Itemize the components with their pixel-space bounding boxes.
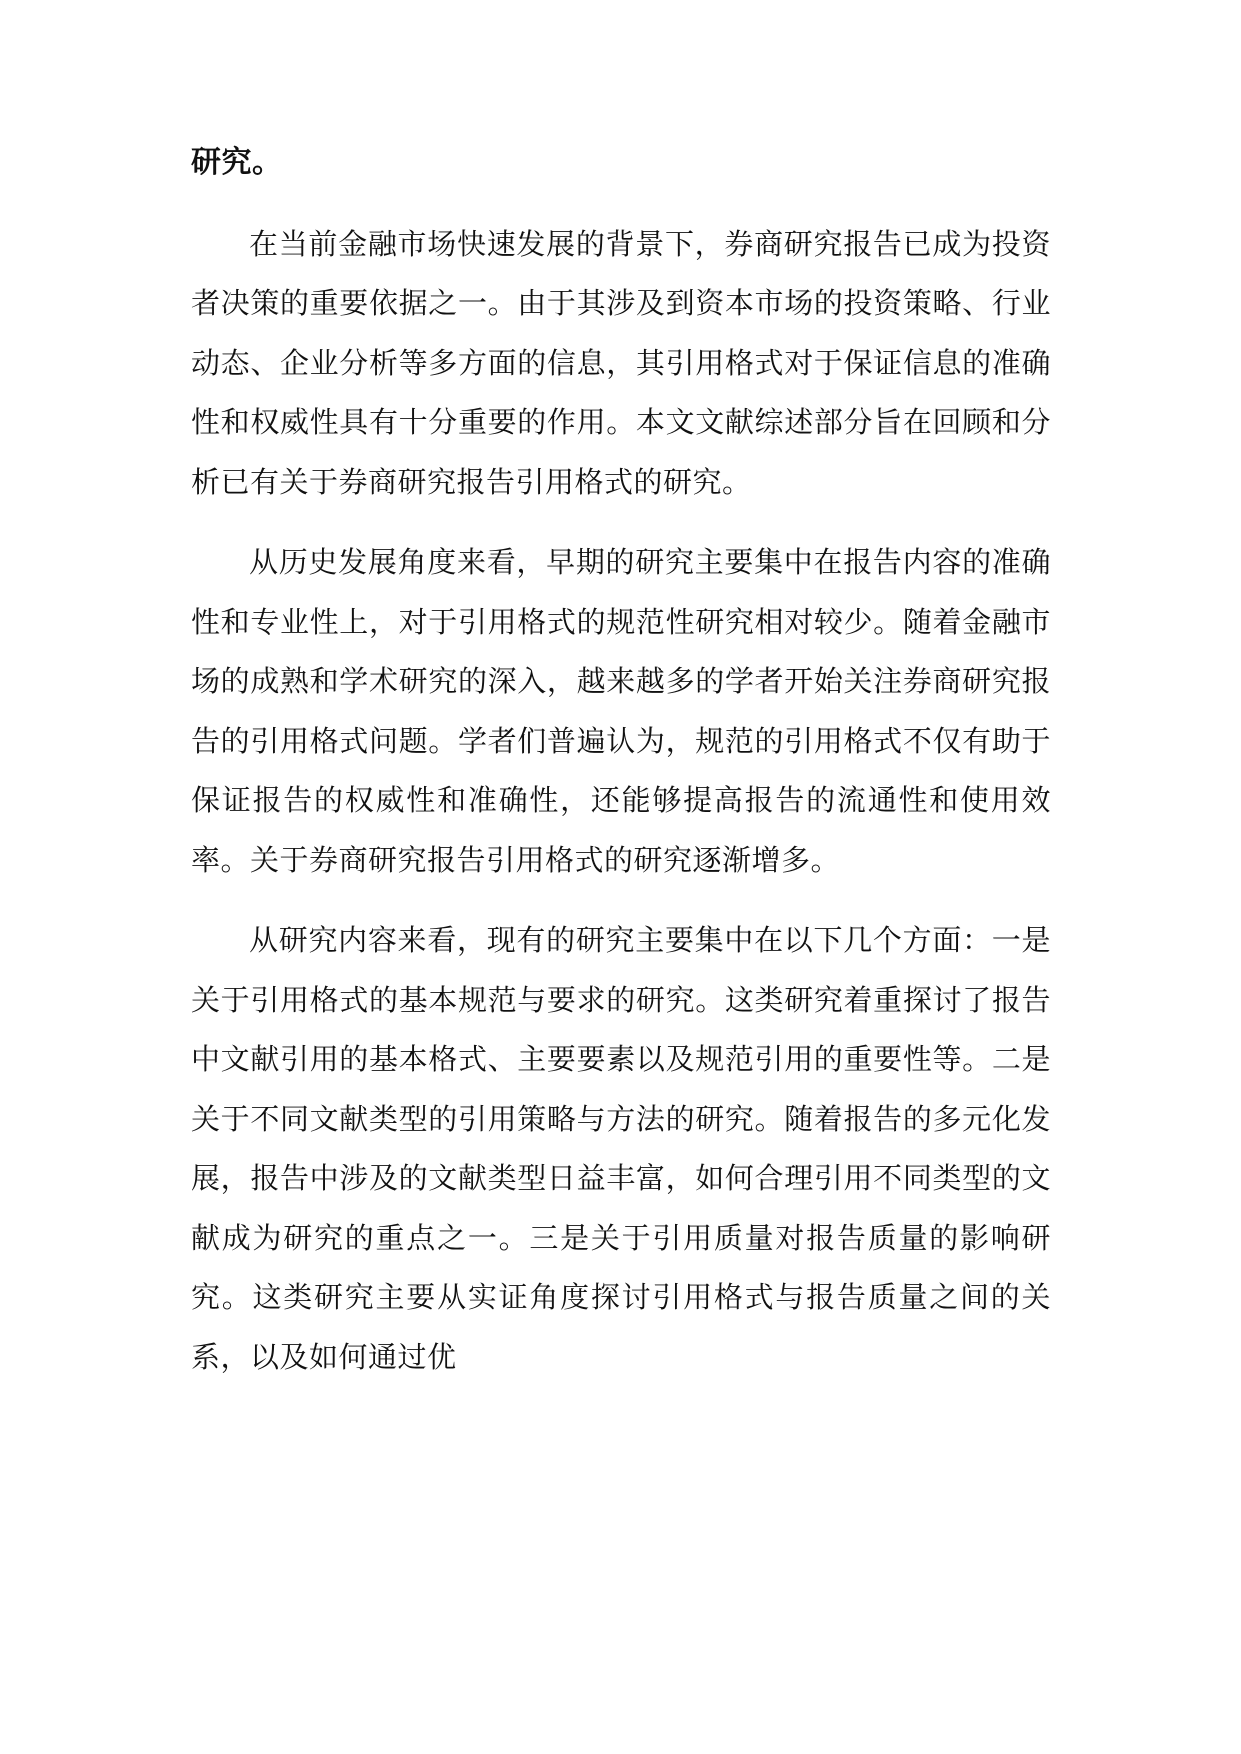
heading-fragment: 研究。 <box>191 145 283 180</box>
paragraph-history: 从历史发展角度来看，早期的研究主要集中在报告内容的准确性和专业性上，对于引用格式的规范性研究相对较少。随着金融市场的成熟和学术研究的深入，越来越多的学者开始关注券商研究报告的引用格式问题。学者们普遍认为，规范的引用格式不仅有助于保证报告的权威性和准确性，还能够提高报告的流通性和使用效率。关于券商研究报告引用格式的研究逐渐增多。 <box>191 545 1051 877</box>
paragraph-intro: 在当前金融市场快速发展的背景下，券商研究报告已成为投资者决策的重要依据之一。由于其涉及到资本市场的投资策略、行业动态、企业分析等多方面的信息，其引用格式对于保证信息的准确性和权威性具有十分重要的作用。本文文献综述部分旨在回顾和分析已有关于券商研究报告引用格式的研究。 <box>191 226 1051 499</box>
document-body <box>191 133 1051 1408</box>
paragraph-content: 从研究内容来看，现有的研究主要集中在以下几个方面：一是关于引用格式的基本规范与要求的研究。这类研究着重探讨了报告中文献引用的基本格式、主要要素以及规范引用的重要性等。二是关于不同文献类型的引用策略与方法的研究。随着报告的多元化发展，报告中涉及的文献类型日益丰富，如何合理引用不同类型的文献成为研究的重点之一。三是关于引用质量对报告质量的影响研究。这类研究主要从实证角度探讨引用格式与报告质量之间的关系，以及如何通过优 <box>191 923 1051 1374</box>
